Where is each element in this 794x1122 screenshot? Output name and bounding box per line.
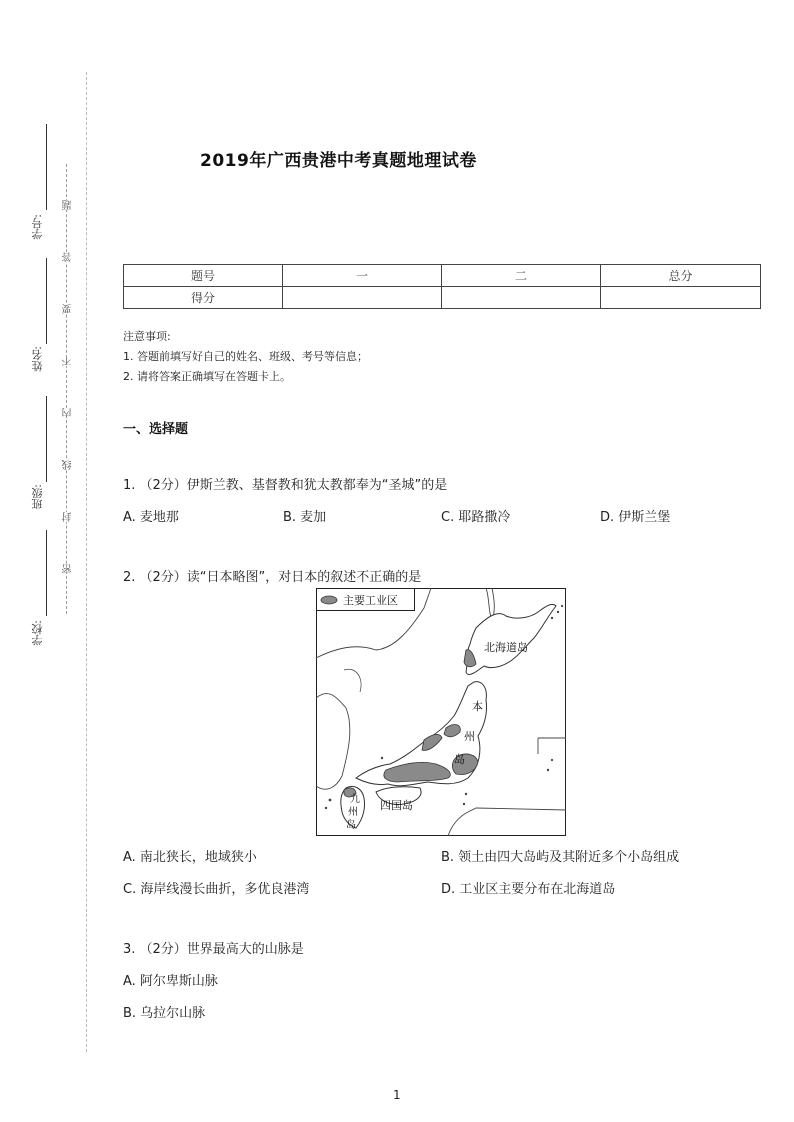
question-3-stem: 3. （2分）世界最高大的山脉是 bbox=[123, 942, 304, 957]
question-2-stem: 2. （2分）读“日本略图”，对日本的叙述不正确的是 bbox=[123, 570, 422, 585]
question-1-option-c[interactable]: C. 耶路撒冷 bbox=[441, 510, 511, 525]
score-cell[interactable] bbox=[601, 287, 761, 309]
question-2-option-a[interactable]: A. 南北狭长，地域狭小 bbox=[123, 850, 257, 865]
map-label-kyushu: 九 bbox=[350, 794, 360, 805]
page-title: 2019年广西贵港中考真题地理试卷 bbox=[200, 151, 477, 171]
question-1-option-a[interactable]: A. 麦地那 bbox=[123, 510, 179, 525]
seal-char: 题 bbox=[63, 200, 74, 210]
map-legend-label: 主要工业区 bbox=[343, 594, 398, 607]
seal-char: 封 bbox=[63, 512, 74, 522]
name-label: 姓名: bbox=[31, 346, 44, 372]
class-label: 班级: bbox=[31, 484, 44, 510]
legend-swatch-icon bbox=[321, 596, 337, 604]
score-cell[interactable] bbox=[283, 287, 442, 309]
score-table-header-cell: 题号 bbox=[124, 265, 283, 287]
score-table-row bbox=[124, 287, 761, 309]
class-line bbox=[46, 396, 47, 482]
binding-margin-line bbox=[86, 72, 87, 1052]
school-line bbox=[46, 530, 47, 616]
school-label: 学校: bbox=[31, 620, 44, 646]
map-label-honshu: 岛 bbox=[454, 753, 465, 766]
seal-dotted-line bbox=[66, 164, 67, 614]
map-label-kyushu: 岛 bbox=[346, 820, 356, 831]
score-table-header-cell: 总分 bbox=[601, 265, 761, 287]
score-table-header-cell: 一 bbox=[283, 265, 442, 287]
seal-char: 内 bbox=[63, 408, 74, 418]
score-table-header-cell: 二 bbox=[442, 265, 601, 287]
japan-map bbox=[316, 588, 566, 836]
score-row-label: 得分 bbox=[124, 287, 283, 309]
question-1-option-d[interactable]: D. 伊斯兰堡 bbox=[600, 510, 671, 525]
page-number: 1 bbox=[393, 1088, 401, 1102]
student-id-line bbox=[46, 124, 47, 210]
notes-item: 2. 请将答案正确填写在答题卡上。 bbox=[123, 370, 291, 383]
seal-char: 答 bbox=[63, 252, 74, 262]
notes-heading: 注意事项: bbox=[123, 330, 171, 343]
map-label-honshu: 本 bbox=[472, 700, 483, 713]
question-2-option-c[interactable]: C. 海岸线漫长曲折，多优良港湾 bbox=[123, 882, 310, 897]
name-line bbox=[46, 258, 47, 344]
question-2-option-d[interactable]: D. 工业区主要分布在北海道岛 bbox=[441, 882, 616, 897]
score-cell[interactable] bbox=[442, 287, 601, 309]
map-label-hokkaido: 北海道岛 bbox=[484, 641, 528, 654]
notes-item: 1. 答题前填写好自己的姓名、班级、考号等信息； bbox=[123, 350, 368, 363]
seal-char: 密 bbox=[63, 564, 74, 574]
question-2-option-b[interactable]: B. 领土由四大岛屿及其附近多个小岛组成 bbox=[441, 850, 680, 865]
score-table-header-row bbox=[124, 265, 761, 287]
seal-char: 不 bbox=[63, 356, 74, 366]
question-1-stem: 1. （2分）伊斯兰教、基督教和犹太教都奉为“圣城”的是 bbox=[123, 478, 448, 493]
question-1-option-b[interactable]: B. 麦加 bbox=[283, 510, 327, 525]
student-id-label: 学号: bbox=[31, 214, 44, 240]
seal-char: 线 bbox=[63, 460, 74, 470]
score-table bbox=[123, 264, 761, 309]
seal-char: 要 bbox=[63, 304, 74, 314]
map-label-shikoku: 四国岛 bbox=[380, 799, 413, 812]
question-3-option-a[interactable]: A. 阿尔卑斯山脉 bbox=[123, 974, 218, 989]
map-label-honshu: 州 bbox=[464, 730, 475, 743]
section-heading: 一、选择题 bbox=[123, 422, 189, 437]
map-label-kyushu: 州 bbox=[348, 807, 358, 818]
question-3-option-b[interactable]: B. 乌拉尔山脉 bbox=[123, 1006, 206, 1021]
